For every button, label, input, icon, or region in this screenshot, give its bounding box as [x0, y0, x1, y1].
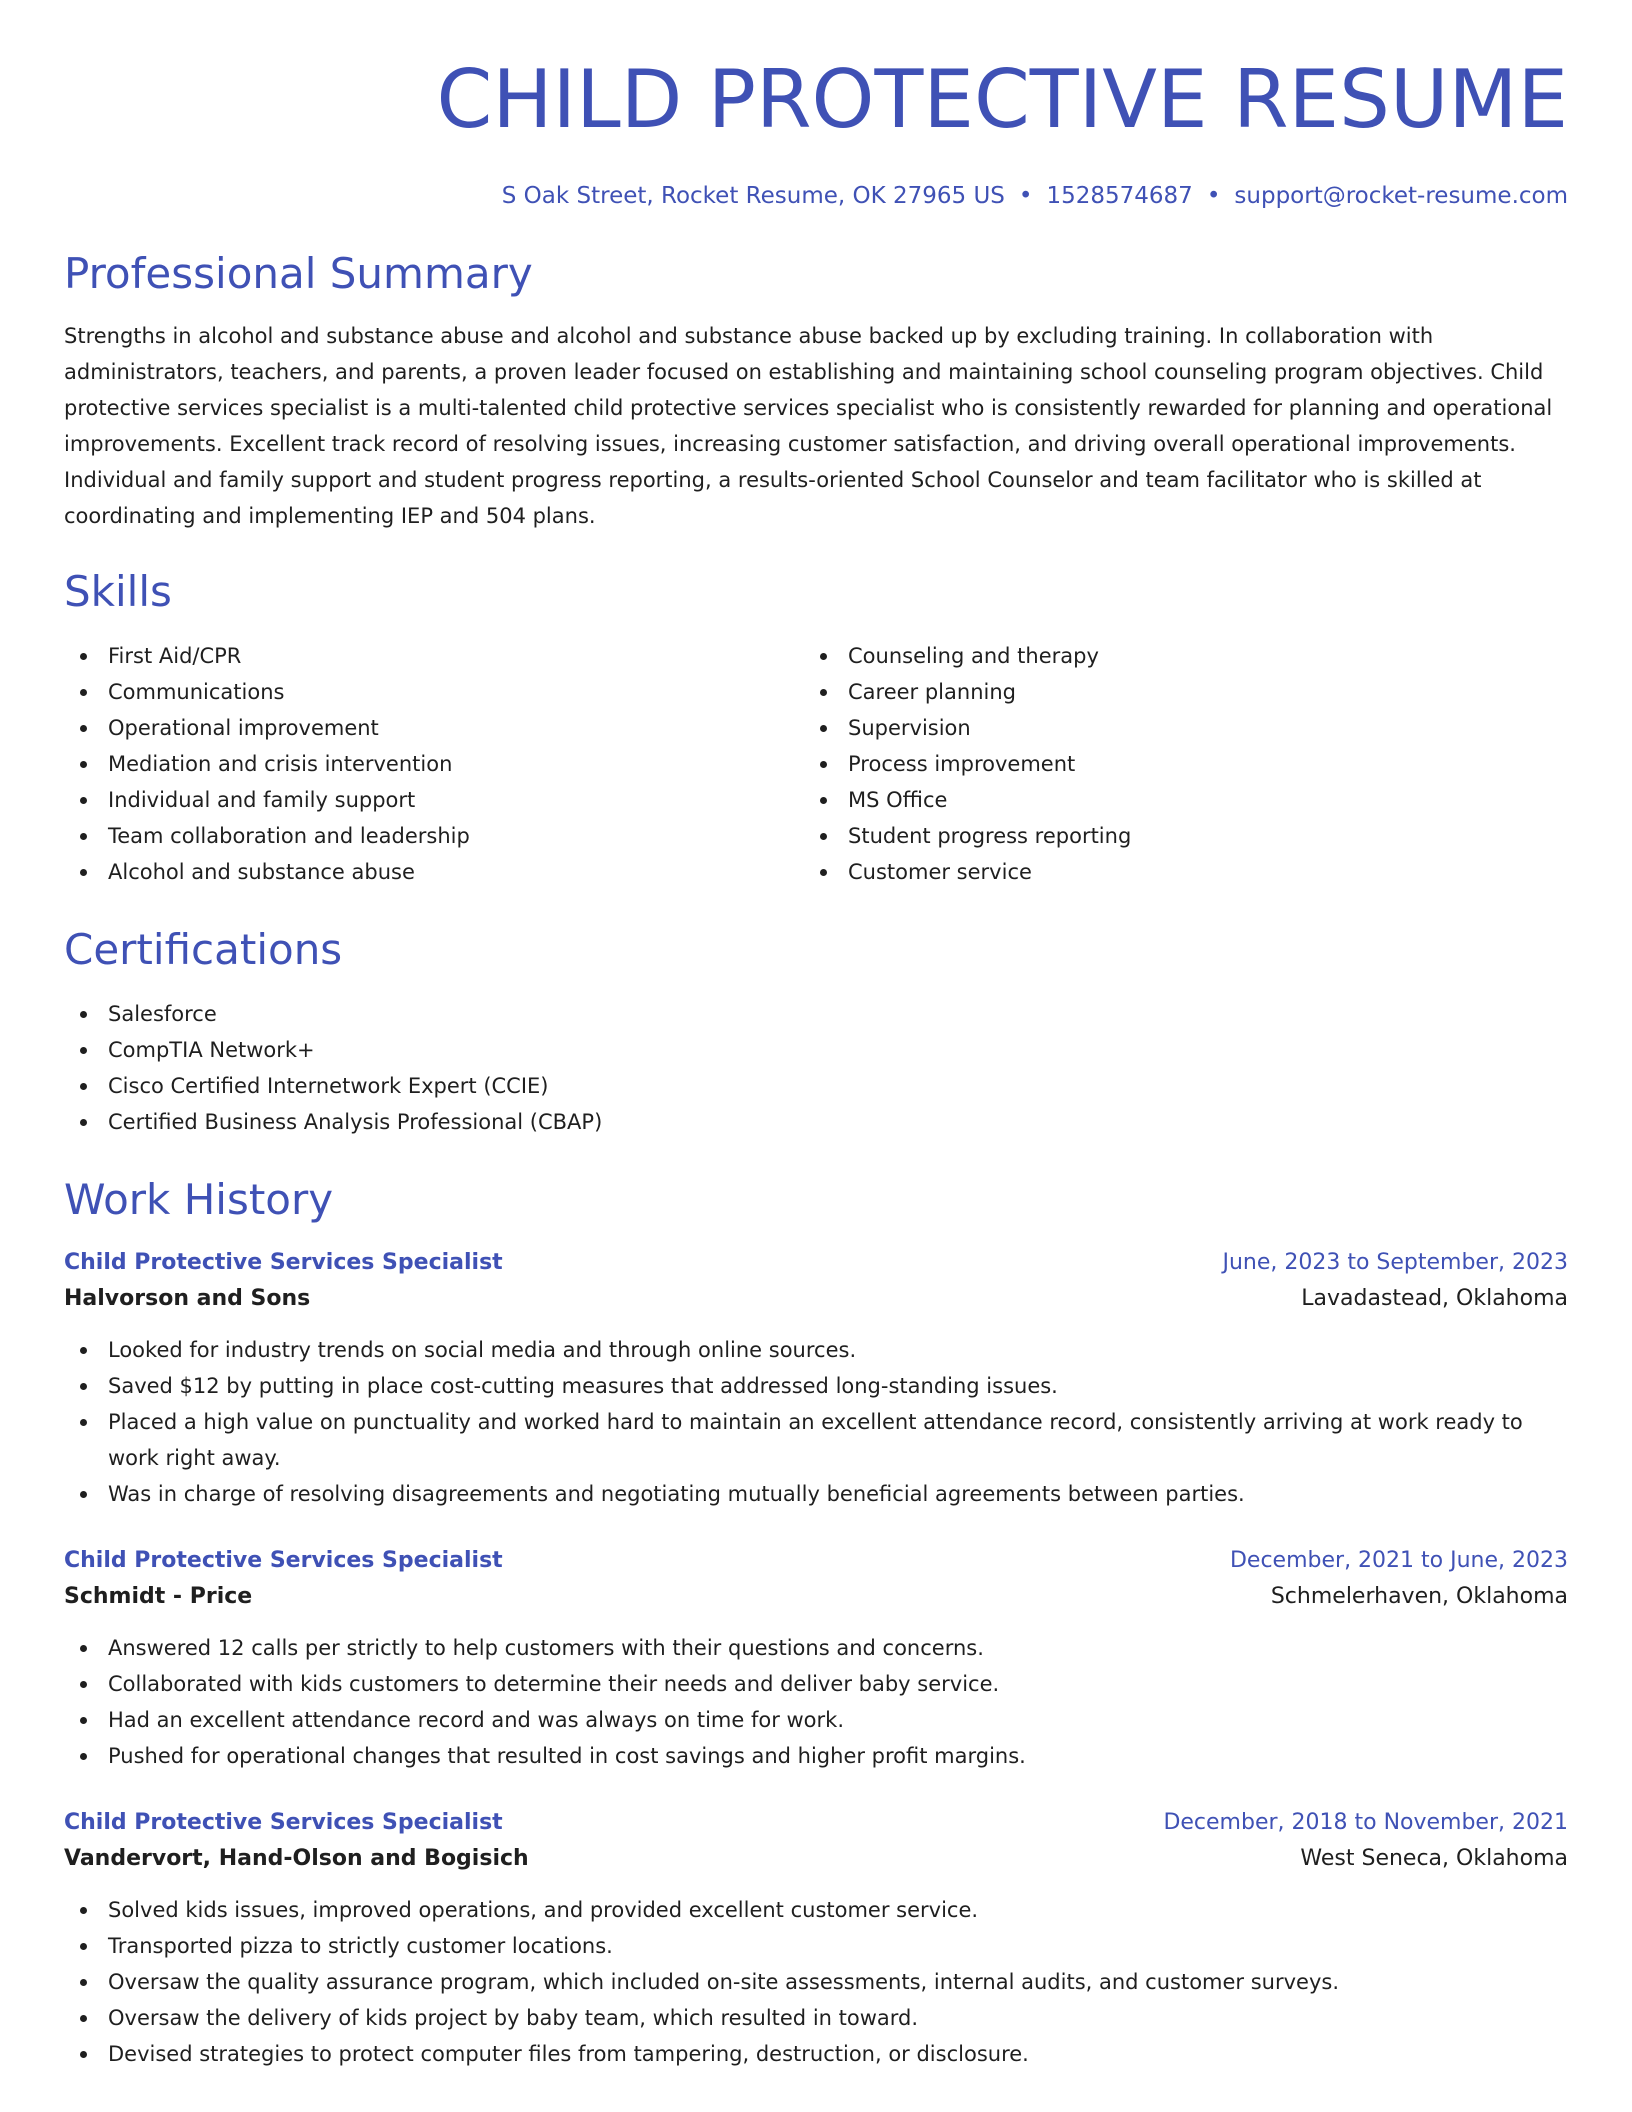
job-location: West Seneca, Oklahoma	[1300, 1846, 1568, 1871]
job-company-row	[64, 1578, 1568, 1616]
certification-item: Certified Business Analysis Professional (CBAP)	[64, 1104, 1568, 1140]
job-bullet: Answered 12 calls per strictly to help customers with their questions and concerns.	[64, 1630, 1568, 1666]
contact-address: S Oak Street, Rocket Resume, OK 27965 US	[501, 183, 1005, 209]
skill-item: Career planning	[804, 674, 1544, 710]
job-bullet: Had an excellent attendance record and was always on time for work.	[64, 1702, 1568, 1738]
job-bullets	[64, 1892, 1568, 2072]
summary-section	[64, 246, 1568, 534]
skills-grid	[64, 638, 1568, 890]
contact-separator: •	[1018, 183, 1033, 209]
job-bullet: Pushed for operational changes that resulted in cost savings and higher profit margins.	[64, 1738, 1568, 1774]
contact-phone[interactable]: 1528574687	[1046, 183, 1193, 209]
skill-item: First Aid/CPR	[64, 638, 804, 674]
summary-heading: Professional Summary	[64, 249, 533, 298]
skills-list-left	[64, 638, 804, 890]
job-title: Child Protective Services Specialist	[64, 1810, 503, 1835]
job-bullet: Oversaw the quality assurance program, which included on-site assessments, internal audits, and customer surveys.	[64, 1964, 1568, 2000]
work-history-section	[64, 1172, 1568, 2072]
skill-item: Operational improvement	[64, 710, 804, 746]
skill-item: MS Office	[804, 782, 1544, 818]
skill-item: Individual and family support	[64, 782, 804, 818]
skill-item: Communications	[64, 674, 804, 710]
skill-item: Alcohol and substance abuse	[64, 854, 804, 890]
resume-header	[64, 52, 1568, 212]
job-company: Halvorson and Sons	[64, 1286, 311, 1311]
job-entry	[64, 1544, 1568, 1774]
job-bullet: Placed a high value on punctuality and worked hard to maintain an excellent attendance record, consistently arriving at work ready to work right away.	[64, 1404, 1568, 1476]
skill-item: Counseling and therapy	[804, 638, 1544, 674]
job-location: Schmelerhaven, Oklahoma	[1270, 1584, 1568, 1609]
certification-item: Cisco Certified Internetwork Expert (CCIE)	[64, 1068, 1568, 1104]
resume-name: CHILD PROTECTIVE RESUME	[436, 53, 1568, 146]
job-entry	[64, 1246, 1568, 1512]
job-location: Lavadastead, Oklahoma	[1301, 1286, 1568, 1311]
job-header-row	[64, 1806, 1568, 1840]
job-bullet: Transported pizza to strictly customer locations.	[64, 1928, 1568, 1964]
certifications-section	[64, 922, 1568, 1140]
job-title: Child Protective Services Specialist	[64, 1250, 503, 1275]
certification-item: CompTIA Network+	[64, 1032, 1568, 1068]
contact-separator: •	[1206, 183, 1221, 209]
skill-item: Customer service	[804, 854, 1544, 890]
job-bullet: Was in charge of resolving disagreements and negotiating mutually beneficial agreements between parties.	[64, 1476, 1568, 1512]
contact-email[interactable]: support@rocket-resume.com	[1234, 183, 1568, 209]
skill-item: Supervision	[804, 710, 1544, 746]
job-bullet: Solved kids issues, improved operations, and provided excellent customer service.	[64, 1892, 1568, 1928]
job-company: Schmidt - Price	[64, 1584, 253, 1609]
summary-text: Strengths in alcohol and substance abuse and alcohol and substance abuse backed up by excluding training. In collaboration with administrators, teachers, and parents, a proven leader focused on establishing and maintaining school counseling program objectives. Child protective services specialist is a multi-talented child protective services specialist who is consistently rewarded for planning and operational improvements. Excellent track record of resolving issues, increasing customer satisfaction, and driving overall operational improvements. Individual and family support and student progress reporting, a results-oriented School Counselor and team facilitator who is skilled at coordinating and implementing IEP and 504 plans.	[64, 324, 1553, 528]
job-company-row	[64, 1840, 1568, 1878]
skill-item: Student progress reporting	[804, 818, 1544, 854]
skill-item: Team collaboration and leadership	[64, 818, 804, 854]
job-bullet: Oversaw the delivery of kids project by baby team, which resulted in toward.	[64, 2000, 1568, 2036]
job-company-row	[64, 1280, 1568, 1318]
job-bullets	[64, 1332, 1568, 1512]
skills-section	[64, 564, 1568, 890]
skill-item: Process improvement	[804, 746, 1544, 782]
job-header-row	[64, 1246, 1568, 1280]
job-dates: December, 2021 to June, 2023	[1229, 1548, 1568, 1573]
job-bullet: Devised strategies to protect computer files from tampering, destruction, or disclosure.	[64, 2036, 1568, 2072]
job-bullet: Looked for industry trends on social media and through online sources.	[64, 1332, 1568, 1368]
job-dates: December, 2018 to November, 2021	[1163, 1810, 1568, 1835]
skills-list-right	[804, 638, 1544, 890]
job-bullet: Saved $12 by putting in place cost-cutting measures that addressed long-standing issues.	[64, 1368, 1568, 1404]
work-history-heading: Work History	[64, 1175, 334, 1224]
job-bullet: Collaborated with kids customers to determine their needs and deliver baby service.	[64, 1666, 1568, 1702]
job-entry	[64, 1806, 1568, 2072]
certification-item: Salesforce	[64, 996, 1568, 1032]
job-dates: June, 2023 to September, 2023	[1222, 1250, 1568, 1275]
job-title: Child Protective Services Specialist	[64, 1548, 503, 1573]
certifications-heading: Certifications	[64, 925, 343, 974]
certifications-list	[64, 996, 1568, 1140]
job-header-row	[64, 1544, 1568, 1578]
skills-heading: Skills	[64, 567, 172, 616]
job-company: Vandervort, Hand-Olson and Bogisich	[64, 1846, 529, 1871]
skill-item: Mediation and crisis intervention	[64, 746, 804, 782]
contact-line	[64, 180, 1568, 212]
job-bullets	[64, 1630, 1568, 1774]
